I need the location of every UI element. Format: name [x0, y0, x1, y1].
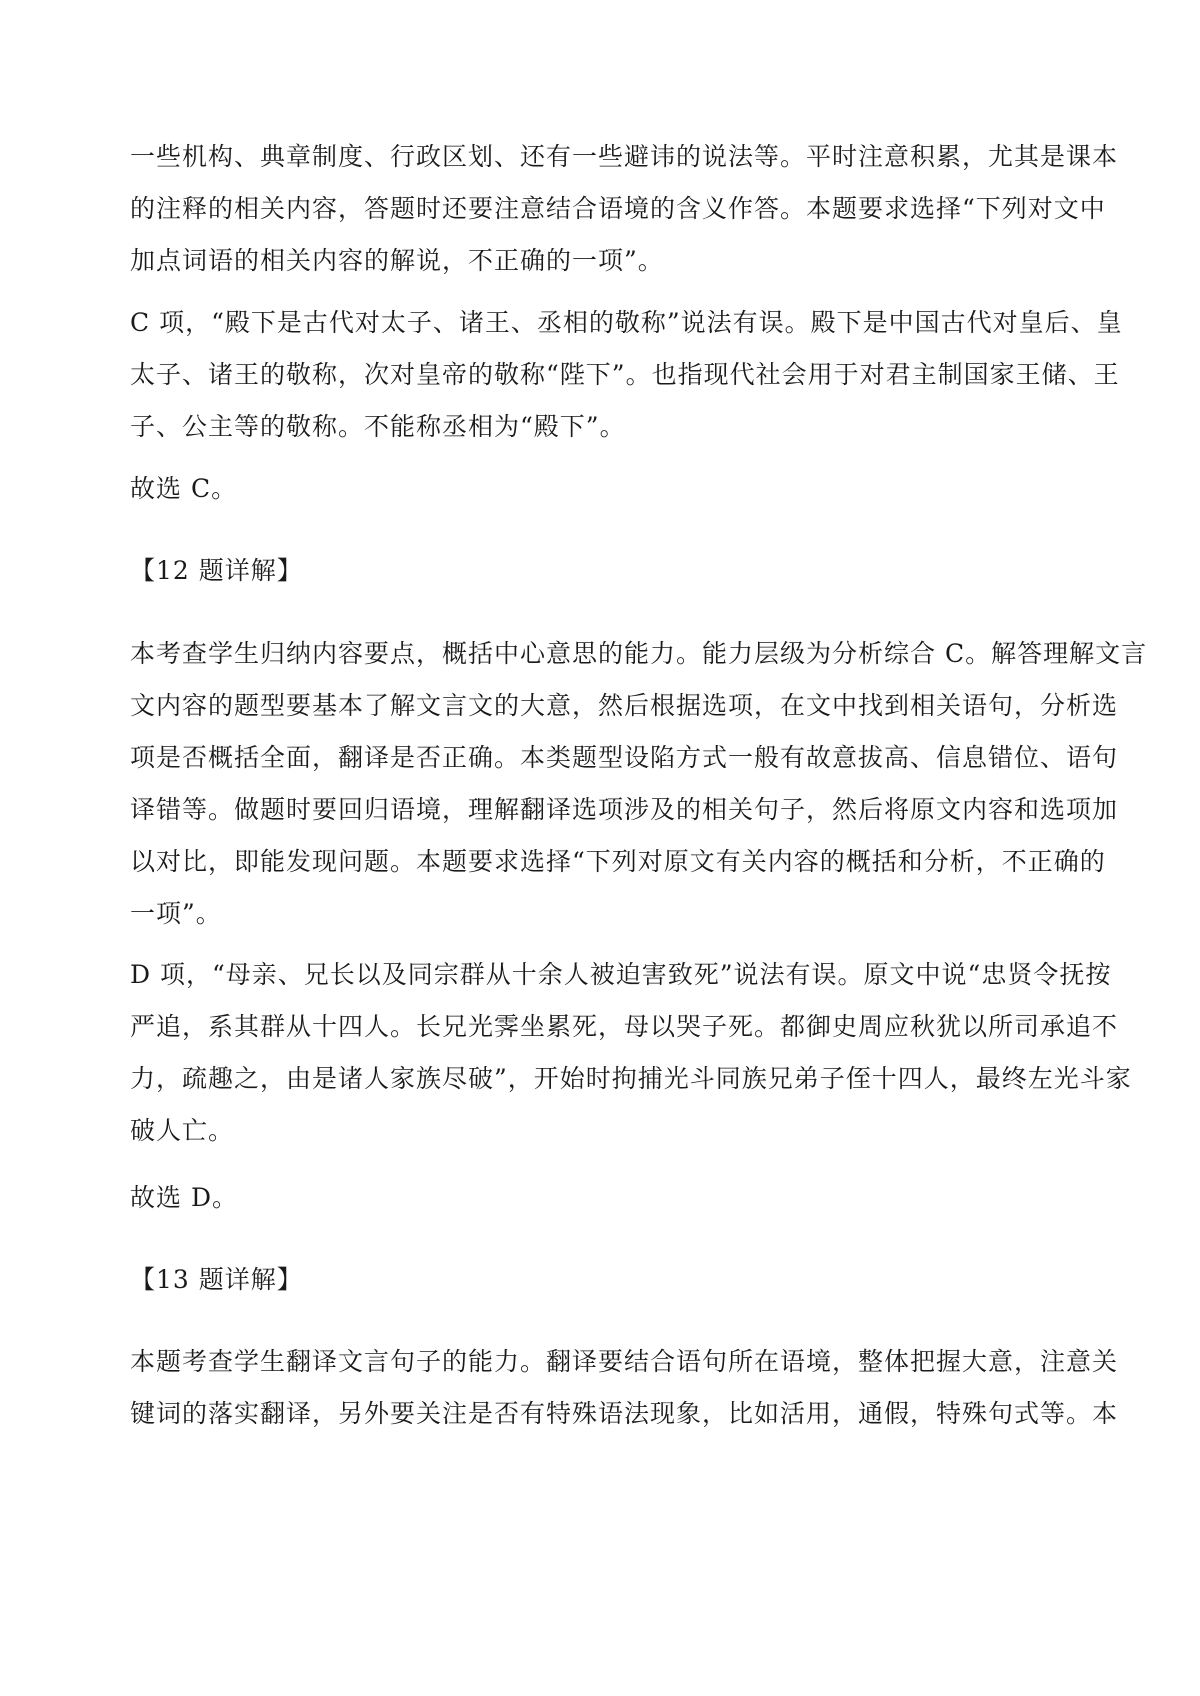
text-line: 一些机构、典章制度、行政区划、还有一些避讳的说法等。平时注意积累，尤其是课本	[130, 142, 1119, 171]
text-line: 的注释的相关内容，答题时还要注意结合语境的含义作答。本题要求选择“下列对文中	[130, 194, 1106, 223]
section-heading-13	[130, 1254, 1075, 1306]
text-line: 故选 C。	[130, 474, 238, 503]
text-line: 【13 题详解】	[130, 1265, 303, 1294]
text-line: 以对比，即能发现问题。本题要求选择“下列对原文有关内容的概括和分析，不正确的	[130, 847, 1106, 876]
section-heading-12	[130, 545, 1075, 597]
text-line: C 项，“殿下是古代对太子、诸王、丞相的敬称”说法有误。殿下是中国古代对皇后、皇	[130, 308, 1123, 337]
text-line: 本题考查学生翻译文言句子的能力。翻译要结合语句所在语境，整体把握大意，注意关	[130, 1347, 1119, 1376]
text-line: 破人亡。	[130, 1116, 235, 1145]
text-line: 译错等。做题时要回归语境，理解翻译选项涉及的相关句子，然后将原文内容和选项加	[130, 795, 1119, 824]
answer-d	[130, 1172, 1075, 1224]
text-line: 键词的落实翻译，另外要关注是否有特殊语法现象，比如活用，通假，特殊句式等。本	[130, 1399, 1119, 1428]
paragraph-q13-explanation	[130, 1336, 1119, 1440]
paragraph-terminology-note	[130, 131, 1119, 287]
text-line: 项是否概括全面，翻译是否正确。本类题型设陷方式一般有故意拔高、信息错位、语句	[130, 743, 1119, 772]
text-line: 本考查学生归纳内容要点，概括中心意思的能力。能力层级为分析综合 C。解答理解文言	[130, 639, 1148, 668]
paragraph-option-c-analysis	[130, 297, 1123, 453]
answer-c	[130, 463, 1075, 515]
text-line: 严追，系其群从十四人。长兄光霁坐累死，母以哭子死。都御史周应秋犹以所司承追不	[130, 1012, 1119, 1041]
text-line: 子、公主等的敬称。不能称丞相为“殿下”。	[130, 412, 626, 441]
text-line: 力，疏趣之，由是诸人家族尽破”，开始时拘捕光斗同族兄弟子侄十四人，最终左光斗家	[130, 1064, 1132, 1093]
paragraph-q12-explanation	[130, 628, 1148, 940]
text-line: 一项”。	[130, 899, 222, 928]
text-line: 太子、诸王的敬称，次对皇帝的敬称“陛下”。也指现代社会用于对君主制国家王储、王	[130, 360, 1120, 389]
text-line: D 项，“母亲、兄长以及同宗群从十余人被迫害致死”说法有误。原文中说“忠贤令抚按	[130, 960, 1112, 989]
text-line: 加点词语的相关内容的解说，不正确的一项”。	[130, 246, 664, 275]
text-line: 文内容的题型要基本了解文言文的大意，然后根据选项，在文中找到相关语句，分析选	[130, 691, 1119, 720]
text-line: 【12 题详解】	[130, 556, 303, 585]
paragraph-option-d-analysis	[130, 949, 1132, 1157]
text-line: 故选 D。	[130, 1183, 238, 1212]
